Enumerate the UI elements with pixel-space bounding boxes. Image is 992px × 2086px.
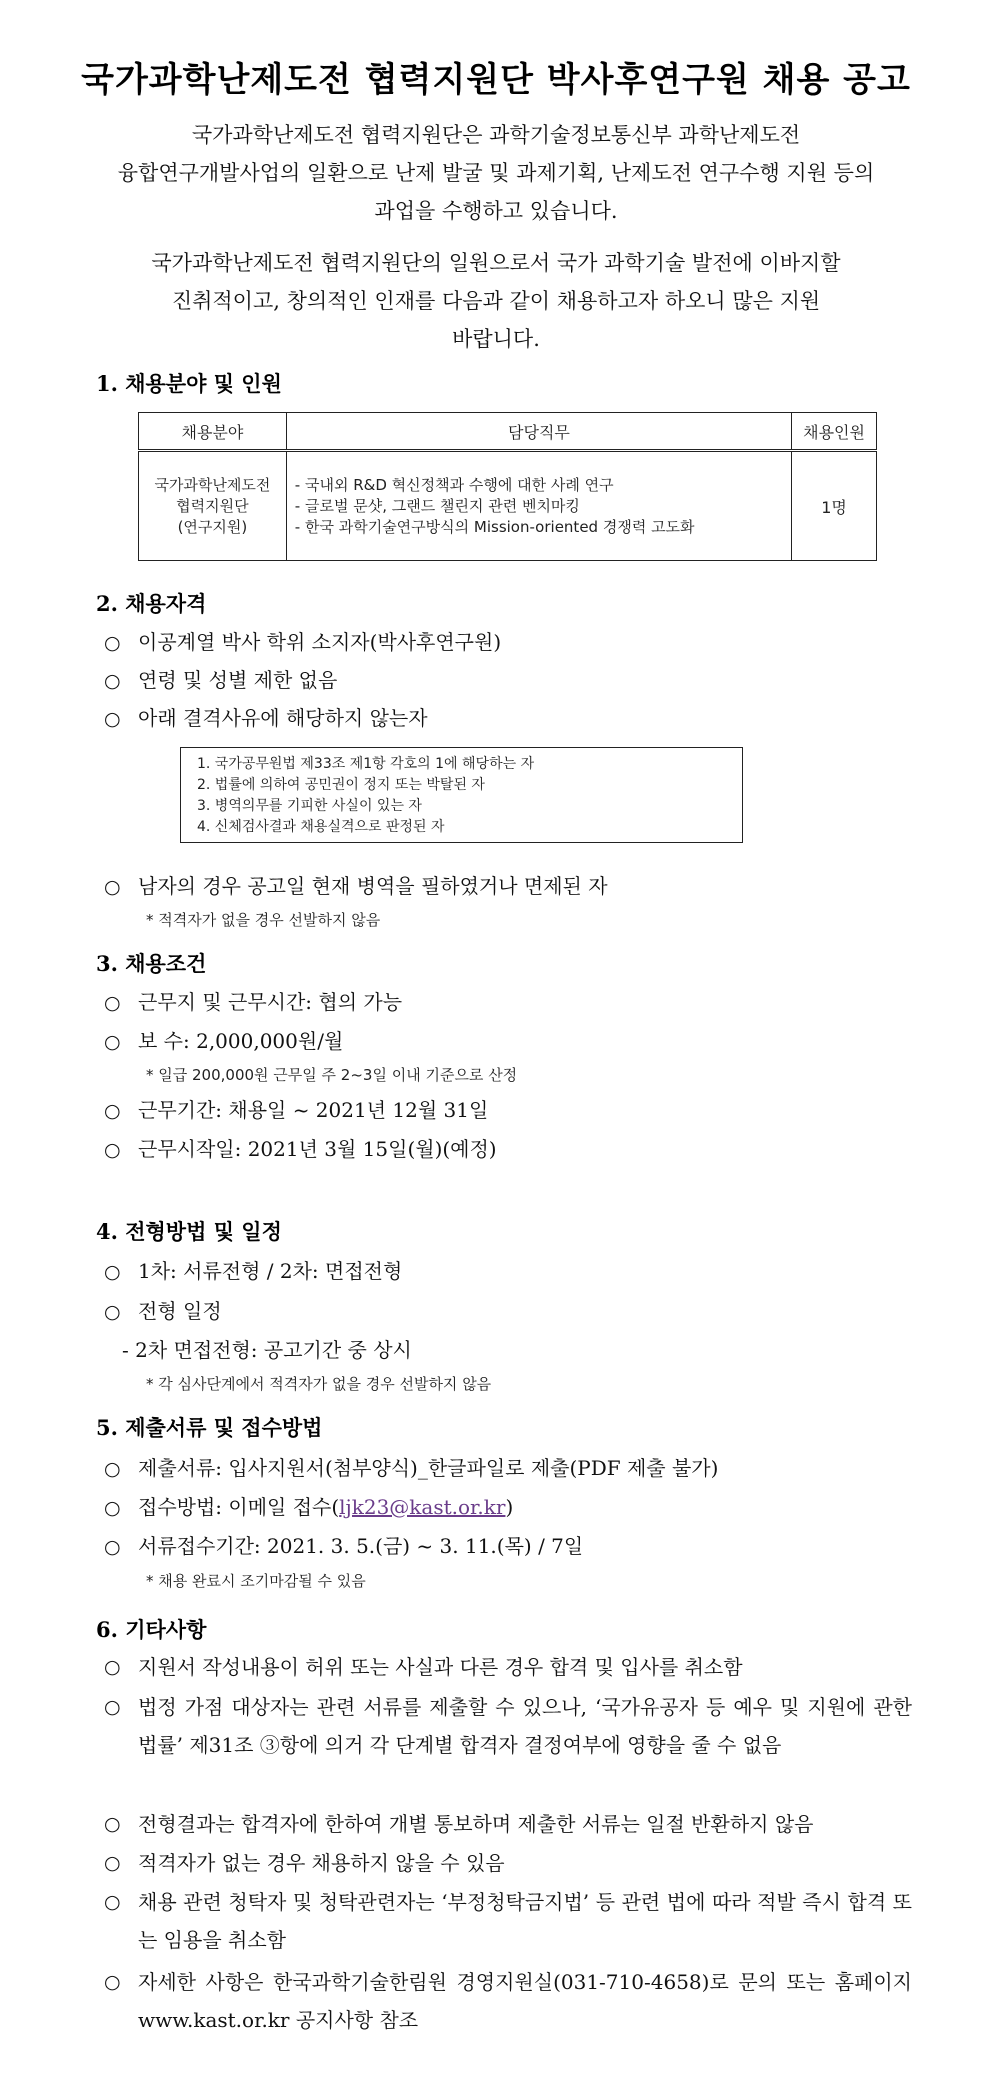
item-text: 아래 결격사유에 해당하지 않는자 [138,706,428,730]
item-text: 자세한 사항은 한국과학기술한림원 경영지원실(031-710-4658)로 문의 또는 홈페이지 www.kast.or.kr 공지사항 참조 [138,1970,912,2032]
qualification-item [104,870,608,899]
section-heading-qualifications: 2. 채용자격 [96,591,207,616]
intro-paragraph-2 [90,244,902,358]
duty-line: - 한국 과학기술연구방식의 Mission-oriented 경쟁력 고도화 [294,517,695,536]
item-text: 1차: 서류전형 / 2차: 면접전형 [138,1259,403,1283]
disqualification-box [180,747,743,843]
intro-line: 과업을 수행하고 있습니다. [374,199,618,223]
documents-item [104,1452,718,1481]
item-text: 제출서류: 입사지원서(첨부양식)_한글파일로 제출(PDF 제출 불가) [138,1456,719,1480]
table-header-cell: 담당직무 [286,413,791,451]
item-text: 서류접수기간: 2021. 3. 5.(금) ~ 3. 11.(목) / 7일 [138,1534,584,1558]
condition-item [104,1094,488,1123]
circle-bullet: ○ [104,876,121,898]
intro-line: 국가과학난제도전 협력지원단의 일원으로서 국가 과학기술 발전에 이바지할 [151,251,841,275]
section-heading-conditions: 3. 채용조건 [96,951,207,976]
headcount-cell: 1명 [792,451,877,561]
circle-bullet: ○ [104,1458,121,1480]
table-header-cell: 채용분야 [139,413,287,451]
field-line: 국가과학난제도전 [154,475,271,494]
item-text: 근무지 및 근무시간: 협의 가능 [138,990,403,1014]
intro-line: 융합연구개발사업의 일환으로 난제 발굴 및 과제기획, 난제도전 연구수행 지원 등의 [117,161,875,185]
circle-bullet: ○ [104,1813,121,1835]
misc-item [104,1963,912,2039]
section-heading-misc: 6. 기타사항 [96,1617,207,1642]
circle-bullet: ○ [104,632,121,654]
intro-line: 진취적이고, 창의적인 인재를 다음과 같이 채용하고자 하오니 많은 지원 [171,289,821,313]
duty-line: - 글로벌 문샷, 그랜드 챌린지 관련 벤치마킹 [294,496,580,515]
intro-line: 바랍니다. [452,327,540,351]
note: * 일급 200,000원 근무일 주 2~3일 이내 기준으로 산정 [146,1066,518,1084]
qualification-item [104,702,428,731]
circle-bullet: ○ [104,1497,121,1519]
misc-item [104,1844,912,1882]
circle-bullet: ○ [104,1536,121,1558]
item-text: 전형 일정 [138,1299,222,1323]
misc-item [104,1805,912,1843]
table-header-cell: 채용인원 [792,413,877,451]
intro-line: 국가과학난제도전 협력지원단은 과학기술정보통신부 과학난제도전 [191,123,801,147]
page-title: 국가과학난제도전 협력지원단 박사후연구원 채용 공고 [81,60,911,100]
email-link[interactable]: ljk23@kast.or.kr [339,1495,506,1519]
circle-bullet: ○ [104,1696,121,1718]
item-text: 남자의 경우 공고일 현재 병역을 필하였거나 면제된 자 [138,874,608,898]
disqualification-item: 2. 법률에 의하여 공민권이 정지 또는 박탈된 자 [197,777,485,793]
circle-bullet: ○ [104,1100,121,1122]
circle-bullet: ○ [104,992,121,1014]
circle-bullet: ○ [104,1139,121,1161]
item-text: 전형결과는 합격자에 한하여 개별 통보하며 제출한 서류는 일절 반환하지 않음 [138,1812,814,1836]
circle-bullet: ○ [104,1656,121,1678]
condition-item [104,1133,497,1162]
item-text: 적격자가 없는 경우 채용하지 않을 수 있음 [138,1851,505,1875]
condition-item [104,1025,343,1054]
section-heading-recruitment: 1. 채용분야 및 인원 [96,371,282,396]
item-text: 이공계열 박사 학위 소지자(박사후연구원) [138,630,502,654]
misc-item [104,1883,912,1959]
misc-item [104,1648,912,1686]
item-text: 연령 및 성별 제한 없음 [138,668,338,692]
qualification-item [104,664,337,693]
intro-paragraph-1 [90,116,902,230]
table-row [139,451,877,561]
item-text: 법정 가점 대상자는 관련 서류를 제출할 수 있으나, ‘국가유공자 등 예우 및 지원에 관한 법률’ 제31조 ③항에 의거 각 단계별 합격자 결정여부에 영향을 줄 수 없음 [138,1695,912,1757]
item-text: 채용 관련 청탁자 및 청탁관련자는 ‘부정청탁금지법’ 등 관련 법에 따라 적발 즉시 합격 또는 임용을 취소함 [138,1890,912,1952]
duties-cell [286,451,791,561]
disqualification-item: 3. 병역의무를 기피한 사실이 있는 자 [197,798,422,814]
circle-bullet: ○ [104,1891,121,1913]
circle-bullet: ○ [104,1971,121,1993]
item-text: 접수방법: 이메일 접수( [138,1495,340,1519]
selection-item [104,1295,222,1324]
selection-item [104,1255,402,1284]
field-line: 협력지원단 [176,496,249,515]
qualification-item [104,626,501,655]
disqualification-item: 4. 신체검사결과 채용실격으로 판정된 자 [197,819,445,835]
duty-line: - 국내외 R&D 혁신정책과 수행에 대한 사례 연구 [294,475,614,494]
section-heading-selection: 4. 전형방법 및 일정 [96,1219,282,1244]
table-header-row [139,413,877,451]
item-text: 보 수: 2,000,000원/월 [138,1029,344,1053]
recruitment-table [138,412,877,561]
item-text: ) [505,1495,514,1519]
circle-bullet: ○ [104,1261,121,1283]
misc-item [104,1688,912,1764]
item-text: 근무시작일: 2021년 3월 15일(월)(예정) [138,1137,497,1161]
note: * 채용 완료시 조기마감될 수 있음 [146,1572,366,1590]
circle-bullet: ○ [104,670,121,692]
circle-bullet: ○ [104,708,121,730]
disqualification-item: 1. 국가공무원법 제33조 제1항 각호의 1에 해당하는 자 [197,756,535,772]
circle-bullet: ○ [104,1301,121,1323]
recruit-field-cell [139,451,287,561]
item-text: 지원서 작성내용이 허위 또는 사실과 다른 경우 합격 및 입사를 취소함 [138,1655,743,1679]
section-heading-documents: 5. 제출서류 및 접수방법 [96,1415,323,1440]
note: * 각 심사단계에서 적격자가 없을 경우 선발하지 않음 [146,1375,492,1393]
item-text: 근무기간: 채용일 ~ 2021년 12월 31일 [138,1098,489,1122]
field-line: (연구지원) [177,517,248,536]
condition-item [104,986,402,1015]
deadline-item [104,1530,583,1559]
schedule-detail: - 2차 면접전형: 공고기간 중 상시 [122,1338,412,1362]
circle-bullet: ○ [104,1852,121,1874]
note: * 적격자가 없을 경우 선발하지 않음 [146,911,381,929]
application-method-item [104,1491,513,1520]
circle-bullet: ○ [104,1031,121,1053]
